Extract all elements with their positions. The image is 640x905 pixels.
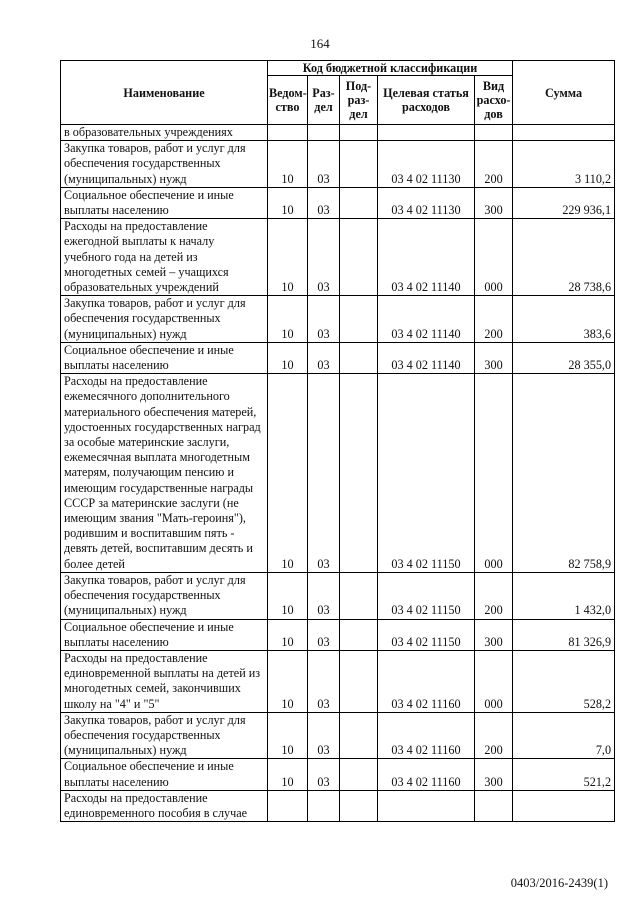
table-body	[61, 125, 615, 822]
row-sum: 3 110,2	[513, 141, 615, 188]
row-target	[378, 125, 475, 141]
row-name: Закупка товаров, работ и услуг для обеспечения государственных (муниципальных) нужд	[61, 296, 268, 343]
row-razdel: 03	[308, 141, 340, 188]
header-target: Целевая статья расходов	[378, 76, 475, 125]
row-sum: 82 758,9	[513, 374, 615, 573]
row-vid: 000	[475, 374, 513, 573]
row-ved: 10	[268, 650, 308, 712]
row-podrazdel	[340, 125, 378, 141]
row-sum: 7,0	[513, 712, 615, 759]
row-razdel: 03	[308, 712, 340, 759]
row-sum	[513, 790, 615, 821]
row-sum: 81 326,9	[513, 619, 615, 650]
table-row	[61, 342, 615, 373]
row-name: Социальное обеспечение и иные выплаты населению	[61, 619, 268, 650]
row-podrazdel	[340, 650, 378, 712]
row-vid: 000	[475, 650, 513, 712]
row-podrazdel	[340, 619, 378, 650]
row-podrazdel	[340, 342, 378, 373]
row-target: 03 4 02 11150	[378, 374, 475, 573]
row-razdel: 03	[308, 759, 340, 790]
row-name: Расходы на предоставление единовременной выплаты на детей из многодетных семей, закончивших школу на "4" и "5"	[61, 650, 268, 712]
header-code-group: Код бюджетной классификации	[268, 61, 513, 76]
row-razdel: 03	[308, 572, 340, 619]
row-sum: 28 355,0	[513, 342, 615, 373]
row-ved: 10	[268, 572, 308, 619]
row-podrazdel	[340, 790, 378, 821]
row-vid: 300	[475, 759, 513, 790]
table-row	[61, 619, 615, 650]
table-row	[61, 712, 615, 759]
row-target: 03 4 02 11160	[378, 759, 475, 790]
row-name: Закупка товаров, работ и услуг для обеспечения государственных (муниципальных) нужд	[61, 141, 268, 188]
row-vid	[475, 125, 513, 141]
row-podrazdel	[340, 296, 378, 343]
row-sum: 521,2	[513, 759, 615, 790]
row-podrazdel	[340, 374, 378, 573]
row-ved: 10	[268, 619, 308, 650]
row-vid: 000	[475, 219, 513, 296]
row-podrazdel	[340, 712, 378, 759]
row-podrazdel	[340, 141, 378, 188]
row-ved: 10	[268, 296, 308, 343]
row-ved	[268, 125, 308, 141]
row-ved	[268, 790, 308, 821]
row-ved: 10	[268, 219, 308, 296]
table-header	[61, 61, 615, 125]
row-vid: 200	[475, 712, 513, 759]
row-target: 03 4 02 11150	[378, 619, 475, 650]
row-name: в образовательных учреждениях	[61, 125, 268, 141]
row-ved: 10	[268, 759, 308, 790]
row-sum	[513, 125, 615, 141]
row-razdel: 03	[308, 342, 340, 373]
row-vid: 200	[475, 572, 513, 619]
row-sum: 1 432,0	[513, 572, 615, 619]
table-row	[61, 374, 615, 573]
row-podrazdel	[340, 219, 378, 296]
row-name: Расходы на предоставление единовременного пособия в случае	[61, 790, 268, 821]
row-target: 03 4 02 11160	[378, 712, 475, 759]
row-target: 03 4 02 11150	[378, 572, 475, 619]
row-name: Социальное обеспечение и иные выплаты населению	[61, 187, 268, 218]
table-row	[61, 296, 615, 343]
row-name: Социальное обеспечение и иные выплаты населению	[61, 759, 268, 790]
table-row	[61, 141, 615, 188]
row-name: Социальное обеспечение и иные выплаты населению	[61, 342, 268, 373]
row-vid: 300	[475, 187, 513, 218]
row-podrazdel	[340, 187, 378, 218]
row-vid: 300	[475, 342, 513, 373]
row-podrazdel	[340, 759, 378, 790]
row-name: Расходы на предоставление ежегодной выплаты к началу учебного года на детей из многодетных семей – учащихся образовательных учреждений	[61, 219, 268, 296]
row-razdel: 03	[308, 650, 340, 712]
row-podrazdel	[340, 572, 378, 619]
footer-code: 0403/2016-2439(1)	[510, 876, 608, 890]
table-row	[61, 219, 615, 296]
row-target: 03 4 02 11130	[378, 187, 475, 218]
row-ved: 10	[268, 342, 308, 373]
row-target: 03 4 02 11130	[378, 141, 475, 188]
row-sum: 383,6	[513, 296, 615, 343]
table-row	[61, 790, 615, 821]
table-row	[61, 650, 615, 712]
row-vid: 200	[475, 141, 513, 188]
row-ved: 10	[268, 712, 308, 759]
row-target: 03 4 02 11140	[378, 219, 475, 296]
header-vid: Вид расхо-дов	[475, 76, 513, 125]
row-sum: 229 936,1	[513, 187, 615, 218]
table-row	[61, 759, 615, 790]
row-name: Закупка товаров, работ и услуг для обеспечения государственных (муниципальных) нужд	[61, 572, 268, 619]
row-vid: 300	[475, 619, 513, 650]
row-vid	[475, 790, 513, 821]
row-target	[378, 790, 475, 821]
header-sum: Сумма	[513, 61, 615, 125]
row-name: Закупка товаров, работ и услуг для обеспечения государственных (муниципальных) нужд	[61, 712, 268, 759]
row-vid: 200	[475, 296, 513, 343]
row-razdel	[308, 125, 340, 141]
row-name: Расходы на предоставление ежемесячного дополнительного материального обеспечения матерей, удостоенных государственных наград за особые материнские заслуги, ежемесячная выплата многодетным матерям, получающим пенсию и имеющим государственные награды СССР за материнские заслуги (не имеющим звания "Мать-героиня"), родившим и воспитавшим пять - девять детей, воспитавшим десять и более детей	[61, 374, 268, 573]
page-number: 164	[310, 36, 330, 51]
row-target: 03 4 02 11140	[378, 296, 475, 343]
row-razdel: 03	[308, 374, 340, 573]
header-podrazdel: Под-раз-дел	[340, 76, 378, 125]
budget-table	[60, 60, 615, 822]
row-ved: 10	[268, 187, 308, 218]
row-ved: 10	[268, 141, 308, 188]
table-row	[61, 125, 615, 141]
row-target: 03 4 02 11140	[378, 342, 475, 373]
row-target: 03 4 02 11160	[378, 650, 475, 712]
row-razdel: 03	[308, 619, 340, 650]
header-ved: Ведом-ство	[268, 76, 308, 125]
row-razdel: 03	[308, 219, 340, 296]
row-razdel: 03	[308, 296, 340, 343]
row-sum: 28 738,6	[513, 219, 615, 296]
row-ved: 10	[268, 374, 308, 573]
header-name: Наименование	[61, 61, 268, 125]
row-razdel	[308, 790, 340, 821]
table-row	[61, 572, 615, 619]
row-sum: 528,2	[513, 650, 615, 712]
header-razdel: Раз-дел	[308, 76, 340, 125]
row-razdel: 03	[308, 187, 340, 218]
table-row	[61, 187, 615, 218]
